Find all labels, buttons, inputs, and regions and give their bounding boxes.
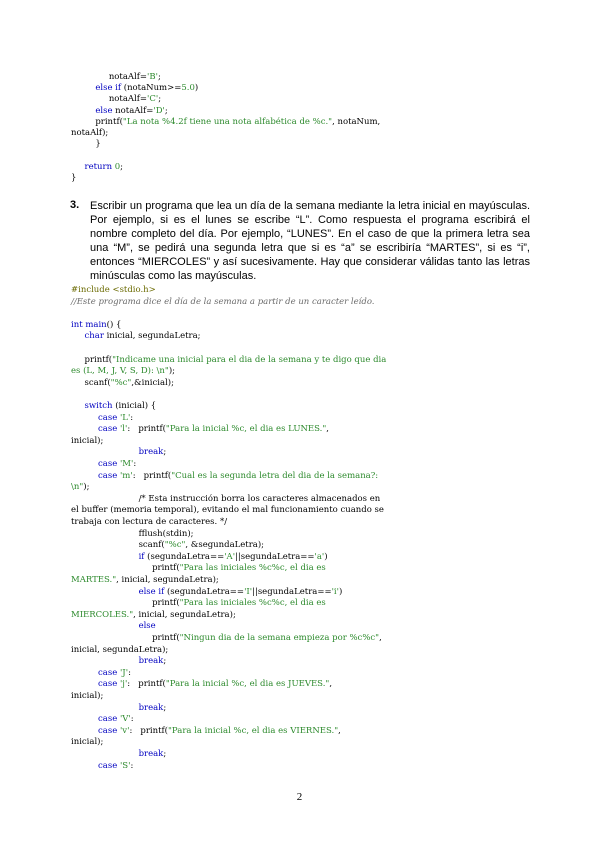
code-token: , notaNum, bbox=[332, 116, 381, 127]
code-line bbox=[71, 285, 156, 296]
code-token: 'L' bbox=[119, 412, 131, 423]
code-token: } bbox=[95, 139, 101, 150]
code-token: #include <stdio.h> bbox=[71, 285, 156, 295]
page-number: 2 bbox=[296, 791, 303, 803]
code-line bbox=[71, 413, 133, 424]
code-token: ; bbox=[164, 105, 168, 116]
code-token: main bbox=[85, 319, 107, 330]
code-line bbox=[71, 726, 341, 737]
code-token: 'A' bbox=[224, 551, 236, 562]
code-token: ; bbox=[120, 161, 124, 172]
code-token: , bbox=[379, 633, 382, 643]
code-token: , bbox=[338, 725, 341, 736]
code-token: case bbox=[98, 667, 118, 678]
code-token: "Para las iniciales %c%c, el dia es bbox=[179, 563, 326, 574]
code-token: printf( bbox=[95, 116, 123, 127]
code-token: , inicial, segundaLetra); bbox=[133, 609, 236, 620]
code-token: printf( bbox=[84, 354, 113, 365]
code-token: ||segundaLetra== bbox=[252, 586, 332, 597]
code-token: : bbox=[133, 459, 137, 469]
code-token: 0 bbox=[114, 161, 121, 172]
code-token: inicial, segundaLetra; bbox=[103, 331, 201, 342]
code-token: ); bbox=[168, 366, 175, 377]
code-token: 'j' bbox=[119, 679, 128, 690]
code-token: : bbox=[130, 760, 134, 771]
exercise-statement: Escribir un programa que lea un día de la semana mediante la letra inicial en mayúsculas. Por ejemplo, si es el lunes se escribe “L”. Como respuesta el programa escribirá el nombre completo del día. Por ejemplo, “LUNES”. En el caso de que la primera letra sea una “M”, se pedirá una segunda letra que si es “a” se escribiría “MARTES”, si es “i”, entonces “MIERCOLES” y así sucesivamente. Hay que considerar válidas tanto las letras minúsculas como las mayúsculas. bbox=[90, 200, 530, 282]
code-token: case bbox=[98, 470, 118, 481]
code-token: "Indicame una inicial para el dia de la semana y te digo que dia bbox=[112, 354, 387, 365]
code-token: : printf( bbox=[127, 424, 166, 435]
code-token: , bbox=[329, 679, 333, 690]
code-token: 'l' bbox=[119, 424, 128, 435]
code-token: "Para la inicial %c, el dia es VIERNES." bbox=[168, 725, 339, 736]
code-token: case bbox=[98, 725, 118, 736]
code-line bbox=[71, 540, 264, 551]
code-line bbox=[71, 331, 201, 342]
code-token: (inicial) { bbox=[112, 401, 157, 411]
code-line bbox=[71, 355, 386, 366]
code-token: break bbox=[138, 656, 164, 667]
code-token: int bbox=[71, 319, 83, 330]
code-token: break bbox=[138, 447, 164, 458]
code-token: ; bbox=[158, 94, 162, 105]
code-line bbox=[71, 633, 382, 644]
code-token: break bbox=[138, 702, 164, 713]
code-token: 'S' bbox=[119, 760, 131, 771]
code-token: , bbox=[326, 424, 329, 435]
code-token: else bbox=[138, 621, 156, 632]
code-token: 'V' bbox=[119, 714, 131, 725]
code-token: ) bbox=[338, 586, 343, 597]
code-token: es (L, M, J, V, S, D): \n" bbox=[71, 366, 169, 377]
code-token: () { bbox=[106, 319, 122, 330]
code-token: scanf( bbox=[138, 540, 165, 551]
code-token: "%c" bbox=[164, 540, 186, 551]
code-token: , &segundaLetra); bbox=[185, 540, 265, 551]
code-token: notaAlf= bbox=[108, 94, 148, 105]
code-token: \n" bbox=[71, 482, 84, 493]
code-token: : printf( bbox=[127, 679, 166, 690]
code-token: : printf( bbox=[129, 725, 168, 736]
code-line bbox=[71, 598, 326, 609]
code-line bbox=[71, 761, 133, 772]
code-line bbox=[71, 529, 194, 540]
code-token: "Para la inicial %c, el dia es LUNES." bbox=[165, 424, 327, 435]
code-token: notaAlf= bbox=[112, 105, 154, 116]
code-token: "Para la inicial %c, el dia es JUEVES." bbox=[165, 679, 330, 690]
code-line bbox=[71, 552, 328, 563]
code-token: 'D' bbox=[153, 105, 165, 116]
code-token: case bbox=[98, 679, 118, 690]
code-token: el buffer (memoria temporal), evitando el mal funcionamiento cuando se bbox=[71, 505, 384, 516]
code-token: ; bbox=[163, 447, 167, 458]
code-token: inicial); bbox=[71, 691, 104, 701]
code-token: printf( bbox=[152, 563, 180, 574]
code-line bbox=[71, 749, 166, 760]
code-line bbox=[71, 621, 156, 632]
code-token: else bbox=[95, 105, 113, 116]
code-token: : bbox=[130, 714, 134, 725]
code-token: ; bbox=[157, 72, 161, 82]
code-token: : printf( bbox=[132, 470, 172, 481]
code-token: 'v' bbox=[119, 725, 130, 736]
code-token: break bbox=[138, 749, 164, 759]
code-line bbox=[71, 517, 227, 528]
code-token: 5.0 bbox=[181, 83, 195, 94]
code-token: notaAlf); bbox=[71, 128, 109, 138]
code-token: 'I' bbox=[244, 586, 253, 597]
exercise-number: 3. bbox=[70, 199, 80, 211]
code-token: MIERCOLES." bbox=[71, 609, 134, 620]
code-token: (notaNum>= bbox=[121, 83, 182, 94]
code-token: return bbox=[84, 161, 113, 172]
code-token: inicial); bbox=[71, 435, 104, 446]
code-token: "Para las iniciales %c%c, el dia es bbox=[179, 598, 326, 609]
code-line bbox=[71, 575, 219, 586]
code-token: : bbox=[130, 412, 134, 423]
code-line bbox=[71, 366, 175, 377]
code-token: /* Esta instrucción borra los caracteres almacenados en bbox=[138, 493, 381, 504]
code-token: : bbox=[128, 667, 131, 678]
code-line bbox=[71, 297, 375, 308]
code-token: fflush(stdin); bbox=[138, 528, 194, 539]
code-line bbox=[71, 587, 342, 598]
code-token: case bbox=[98, 714, 118, 725]
code-token: notaAlf= bbox=[108, 72, 148, 82]
code-token: 'i' bbox=[331, 586, 339, 597]
code-line bbox=[71, 691, 103, 702]
code-token: 'M' bbox=[119, 459, 134, 469]
code-token: , inicial, segundaLetra); bbox=[116, 575, 219, 585]
code-line bbox=[71, 494, 380, 505]
code-line bbox=[71, 668, 131, 679]
code-token: //Este programa dice el día de la semana a partir de un caracter leído. bbox=[71, 296, 375, 307]
code-token: 'm' bbox=[119, 470, 133, 481]
code-token: case bbox=[98, 412, 118, 423]
code-token: switch bbox=[84, 401, 113, 411]
code-token: inicial); bbox=[71, 737, 104, 748]
code-token: ||segundaLetra== bbox=[235, 551, 315, 562]
code-token: (segundaLetra== bbox=[144, 551, 225, 562]
code-token: ; bbox=[163, 656, 167, 667]
code-token: case bbox=[98, 459, 118, 469]
code-token: "Cual es la segunda letra del dia de la semana?: bbox=[171, 470, 379, 481]
code-token: ); bbox=[83, 482, 90, 493]
code-token: scanf( bbox=[84, 377, 111, 388]
code-line bbox=[71, 401, 156, 412]
code-line bbox=[71, 471, 378, 482]
code-token: ) bbox=[194, 83, 199, 94]
code-line bbox=[71, 645, 168, 656]
code-token: case bbox=[98, 760, 118, 771]
code-token: MARTES." bbox=[71, 575, 117, 585]
code-token: 'B' bbox=[147, 72, 158, 82]
code-token: 'J' bbox=[119, 667, 129, 678]
code-token: case bbox=[98, 424, 118, 435]
code-token: else if bbox=[138, 586, 165, 597]
code-line bbox=[71, 482, 89, 493]
code-token: (segundaLetra== bbox=[164, 586, 245, 597]
code-token: trabaja con lectura de caracteres. */ bbox=[71, 517, 228, 527]
code-token: "%c" bbox=[110, 377, 132, 388]
code-token: ,&inicial); bbox=[131, 377, 174, 388]
code-token: "Ningun dia de la semana empieza por %c%c" bbox=[179, 633, 380, 643]
code-line bbox=[71, 703, 166, 714]
code-token: "La nota %4.2f tiene una nota alfabética de %c." bbox=[122, 116, 333, 127]
code-line bbox=[71, 505, 384, 516]
code-token: printf( bbox=[152, 598, 180, 609]
code-line bbox=[71, 320, 121, 331]
code-line bbox=[71, 737, 103, 748]
code-token: 'a' bbox=[314, 551, 325, 562]
code-token: } bbox=[71, 172, 77, 183]
code-token: ; bbox=[163, 749, 167, 759]
code-line bbox=[71, 378, 174, 389]
code-line bbox=[71, 656, 166, 667]
code-token: inicial, segundaLetra); bbox=[71, 644, 169, 655]
code-line bbox=[71, 679, 332, 690]
code-line bbox=[71, 563, 326, 574]
code-token: printf( bbox=[152, 633, 180, 643]
code-token: ) bbox=[324, 551, 328, 562]
code-line bbox=[71, 459, 136, 470]
code-token: if bbox=[138, 551, 145, 562]
code-line bbox=[71, 436, 103, 447]
code-token: 'C' bbox=[147, 94, 159, 105]
code-line bbox=[71, 447, 166, 458]
code-line bbox=[71, 714, 134, 725]
code-token: char bbox=[84, 331, 104, 342]
code-token: ; bbox=[163, 702, 167, 713]
code-token: else if bbox=[95, 83, 122, 94]
code-line bbox=[71, 610, 236, 621]
code-line bbox=[71, 424, 329, 435]
